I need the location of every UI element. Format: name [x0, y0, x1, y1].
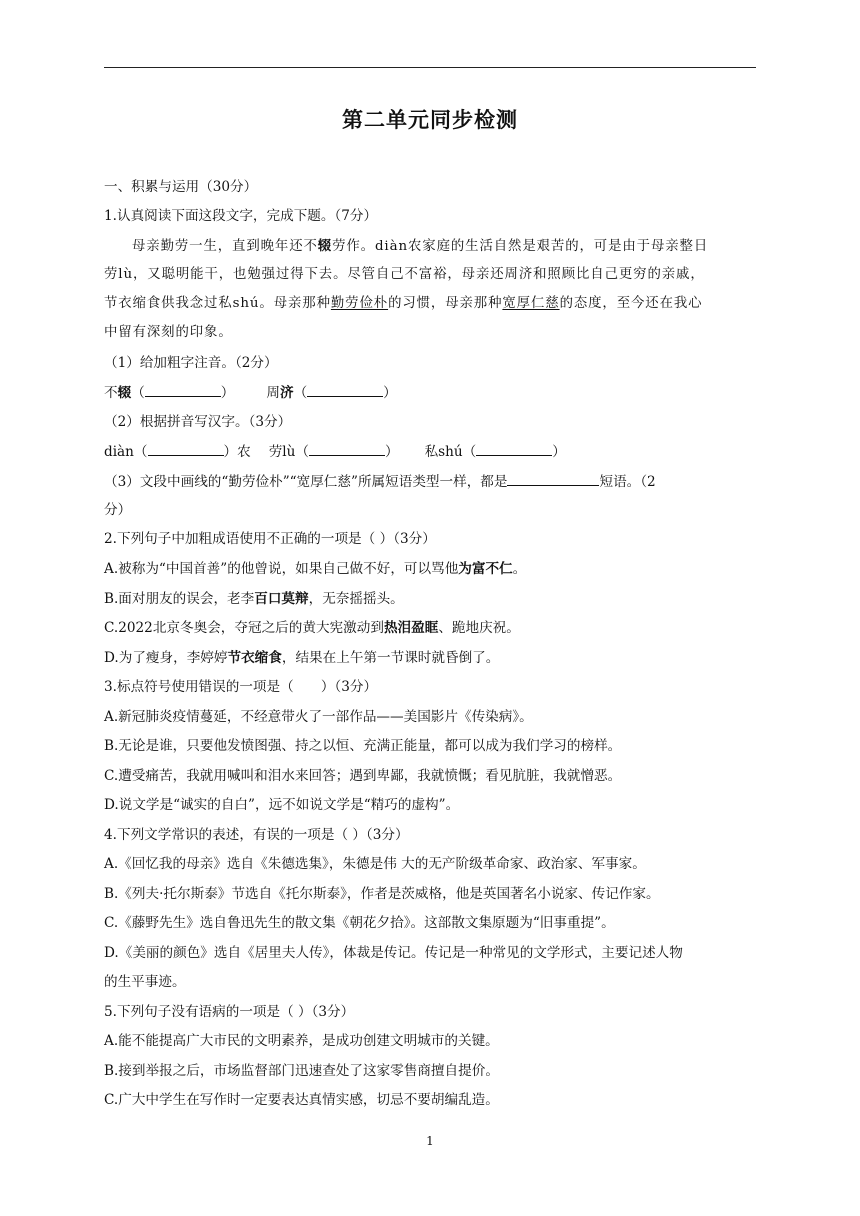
- section-heading: 一、积累与运用（30分）: [104, 179, 258, 195]
- q1-passage-line-2: 劳lù，又聪明能干，也勉强过得下去。尽管自己不富裕，母亲还周济和照顾比自己更穷的亲戚，: [104, 267, 705, 282]
- answer-blank[interactable]: [309, 442, 385, 456]
- q3-stem: 3.标点符号使用错误的一项是（ ）（3分）: [104, 679, 378, 695]
- header-rule: [104, 67, 756, 68]
- q2-option-c: C.2022北京冬奥会，夺冠之后的黄大宪激动到热泪盈眶、跪地庆祝。: [104, 620, 520, 636]
- q5-option-c: C.广大中学生在写作时一定要表达真情实感，切忌不要胡编乱造。: [104, 1092, 499, 1108]
- q3-option-c: C.遭受痛苦，我就用喊叫和泪水来回答；遇到卑鄙，我就愤慨；看见肮脏，我就憎恶。: [104, 768, 622, 784]
- q1-passage-line-1: 母亲勤劳一生，直到晚年还不辍劳作。diàn农家庭的生活自然是艰苦的，可是由于母亲整日: [132, 238, 709, 254]
- q4-option-d-cont: 的生平事迹。: [104, 974, 186, 990]
- q1-sub2: （2）根据拼音写汉字。（3分）: [104, 414, 292, 430]
- q3-option-a: A.新冠肺炎疫情蔓延，不经意带火了一部作品——美国影片《传染病》。: [104, 709, 533, 725]
- q2-option-d: D.为了瘦身，李婷婷节衣缩食，结果在上午第一节课时就昏倒了。: [104, 650, 500, 666]
- q5-stem: 5.下列句子没有语病的一项是（ ）（3分）: [104, 1004, 355, 1020]
- page-title: 第二单元同步检测: [342, 108, 518, 132]
- q3-option-b: B.无论是谁，只要他发愤图强、持之以恒、充满正能量，都可以成为我们学习的榜样。: [104, 738, 622, 754]
- page-number: 1: [426, 1134, 434, 1148]
- q1-passage-line-4: 中留有深刻的印象。: [104, 325, 233, 340]
- answer-blank[interactable]: [307, 383, 383, 397]
- q1-sub1-answers: 不辍（ ） 周济（ ）: [104, 385, 397, 401]
- answer-blank[interactable]: [476, 442, 552, 456]
- q1-sub3: （3）文段中画线的“勤劳俭朴”“宽厚仁慈”所属短语类型一样，都是 短语。（2: [104, 474, 656, 490]
- q5-option-a: A.能不能提高广大市民的文明素养，是成功创建文明城市的关键。: [104, 1033, 499, 1049]
- answer-blank[interactable]: [148, 442, 224, 456]
- q1-sub2-answers: diàn（ ）农 劳lù（ ） 私shú（ ）: [104, 444, 566, 460]
- q2-option-b: B.面对朋友的误会，老李百口莫辩，无奈摇摇头。: [104, 591, 404, 607]
- q1-sub3-cont: 分）: [104, 502, 132, 518]
- q4-option-b: B.《列夫·托尔斯泰》节选自《托尔斯泰》，作者是茨威格，他是英国著名小说家、传记作家。: [104, 886, 660, 902]
- q1-passage-line-3: 节衣缩食供我念过私shú。母亲那种勤劳俭朴的习惯，母亲那种宽厚仁慈的态度，至今还在我心: [104, 296, 703, 311]
- q2-option-a: A.被称为“中国首善”的他曾说，如果自己做不好，可以骂他为富不仁。: [104, 561, 527, 577]
- q4-option-c: C.《藤野先生》选自鲁迅先生的散文集《朝花夕拾》。这部散文集原题为“旧事重提”。: [104, 915, 615, 931]
- answer-blank[interactable]: [507, 472, 599, 486]
- q4-stem: 4.下列文学常识的表述，有误的一项是（ ）（3分）: [104, 827, 409, 843]
- q5-option-b: B.接到举报之后，市场监督部门迅速查处了这家零售商擅自提价。: [104, 1063, 499, 1079]
- q1-stem: 1.认真阅读下面这段文字，完成下题。（7分）: [104, 208, 378, 224]
- answer-blank[interactable]: [145, 383, 221, 397]
- q4-option-d: D.《美丽的颜色》选自《居里夫人传》，体裁是传记。传记是一种常见的文学形式，主要记述人物: [104, 945, 683, 961]
- q4-option-a: A.《回忆我的母亲》选自《朱德选集》，朱德是伟 大的无产阶级革命家、政治家、军事家。: [104, 856, 646, 872]
- q1-sub1: （1）给加粗字注音。（2分）: [104, 355, 278, 371]
- q3-option-d: D.说文学是“诚实的自白”，远不如说文学是“精巧的虚构”。: [104, 797, 460, 813]
- q2-stem: 2.下列句子中加粗成语使用不正确的一项是（ ）（3分）: [104, 531, 436, 547]
